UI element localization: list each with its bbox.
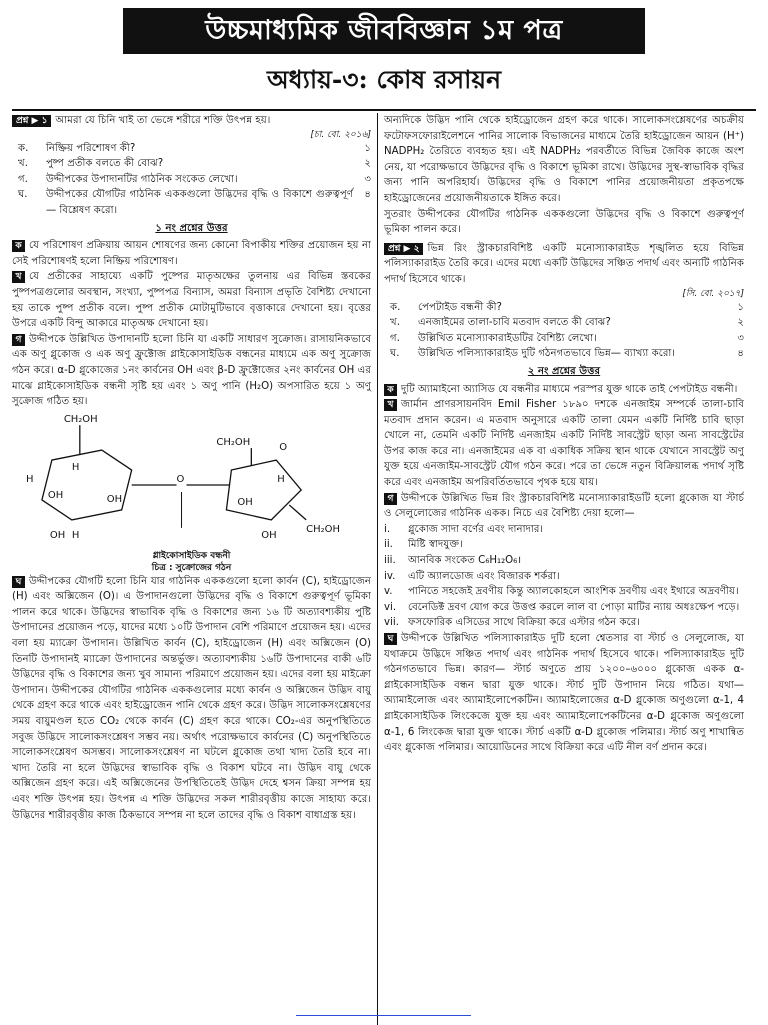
q2-sub-row — [384, 331, 744, 347]
answer-tag-gha: ঘ — [12, 576, 25, 588]
list-item-number: iii. — [384, 555, 396, 567]
header-divider — [12, 109, 756, 111]
label-h: H — [25, 473, 34, 485]
fructose-ring — [226, 460, 301, 520]
q1-sub-text: নিষ্ক্রিয় পরিশোষণ কী? — [46, 142, 136, 154]
list-item — [384, 522, 744, 538]
q1-sub-text: উদ্দীপকের যৌগটির গাঠনিক এককগুলো উদ্ভিদের বৃদ্ধি ও বিকাশে গুরুত্বপূর্ণ— বিশ্লেষণ করো। — [46, 189, 353, 216]
question-1-tag: প্রশ্ন ▶ ১ — [12, 115, 51, 127]
label-h: H — [71, 461, 80, 473]
q2-answer-gha-text: উদ্দীপকে উল্লিখিত পলিস্যাকারাইড দুটি হলো শ্বেতসার বা স্টার্চ ও সেলুলোজ, যা যথাক্রমে উদ্ভিদে সঞ্চিত পদার্থ এবং গাঠনিক পদার্থ হিসেবে থাকে। পলিস্যাকারাইড দুটি গঠনগতভাবে ভিন্ন। কারণ— স্টার্চ অণুতে প্রায় ১২০০–৬০০০ গ্লুকোজ একক α-গ্লাইকোসাইডিক বন্ধন দ্বারা যুক্ত থাকে। স্টার্চ দুটি উপাদান নিয়ে গঠিত। যথা— অ্যামাইলোজ এবং অ্যামাইলোপেকটিন। অ্যামাইলোজের α-D গ্লুকোজ অণুগুলো α-1, 4 গ্লাইকোসাইডিক লিংকেজে যুক্ত হয় এবং অ্যামাইলোপেকটিনের α-D গ্লুকোজ অণুগুলো α-1, 6 লিংকেজ দ্বারা যুক্ত থাকে। স্টার্চ একটি α-D গ্লুকোজ পলিমার। স্টার্চ অণু শাখান্বিত এবং গ্লুকোজ পলিমার। আয়োডিনের সাথে বিক্রিয়া করে এটি নীল বর্ণ প্রদান করে। — [384, 633, 744, 754]
answer-tag-kha: খ — [384, 399, 397, 411]
q2-sub-row — [384, 346, 744, 362]
page-footer-link-line — [296, 1015, 471, 1016]
q2-answer-ka — [384, 382, 744, 398]
q1-answer-gha-conclusion: সুতরাং উদ্দীপকের যৌগটির গাঠনিক এককগুলো উদ্ভিদের বৃদ্ধি ও বিকাশে গুরুত্বপূর্ণ ভূমিকা পালন করে। — [384, 208, 744, 236]
q2-sub-key: ঘ. — [390, 348, 400, 360]
list-item-text: ফসফোরিক এসিডের সাথে বিক্রিয়া করে এস্টার গঠন করে। — [408, 617, 640, 629]
q1-sub-row — [12, 187, 371, 218]
bond-line — [289, 505, 306, 520]
glycosidic-bond-label: গ্লাইকোসাইডিক বন্ধনী — [152, 550, 231, 561]
list-item-number: ii. — [384, 539, 393, 551]
list-item-text: মিষ্টি স্বাদযুক্ত। — [408, 539, 463, 551]
q2-sub-marks: ৩ — [737, 332, 744, 344]
list-item — [384, 569, 744, 585]
answer-tag-ga: গ — [12, 334, 25, 346]
q2-answer-heading: ২ নং প্রশ্নের উত্তর — [527, 365, 601, 377]
q2-source: [সি. বো. ২০১৭] — [682, 288, 744, 299]
book-title-banner: উচ্চমাধ্যমিক জীববিজ্ঞান ১ম পত্র — [123, 8, 645, 54]
q1-answer-ga-text: উদ্দীপকে উল্লিখিত উপাদানটি হলো চিনি যা একটি সাধারণ সুক্রোজ। রাসায়নিকভাবে এক অণু গ্লুকোজ ও এক অণু ফ্রুক্টোজ গ্লাইকোসাইডিক বন্ধনের মাধ্যমে এক অণু সুক্রোজ গঠন করে। α-D গ্লুকোজের ১নং কার্বনের OH এবং β-D ফ্রুক্টোজের ২নং কার্বনের OH এর মাঝে গ্লাইকোসাইডিক বন্ধনী সৃষ্টি হয় এবং ১ অণু পানি (H₂O) অপসারিত হয়ে ১ অণু সুক্রোজ গঠিত হয়। — [12, 333, 371, 408]
list-item — [384, 553, 744, 569]
label-o: O — [279, 441, 288, 453]
q2-answer-ka-text: দুটি অ্যামাইনো অ্যাসিড যে বন্ধনীর মাধ্যমে পরস্পর যুক্ত থাকে তাই পেপটাইড বন্ধনী। — [401, 383, 738, 395]
list-item-number: vii. — [384, 617, 399, 629]
list-item-text: পানিতে সহজেই দ্রবণীয় কিন্তু অ্যালকোহলে আংশিক দ্রবণীয় এবং ইথারে অদ্রবণীয়। — [408, 586, 739, 598]
label-h: H — [71, 529, 80, 541]
list-item-text: গ্লুকোজ সাদা বর্ণের এবং দানাদার। — [408, 523, 544, 535]
q1-stem: আমরা যে চিনি খাই তা ভেঙ্গে শরীরে শক্তি উৎপন্ন হয়। — [55, 115, 271, 126]
q2-answer-gha — [384, 631, 744, 756]
left-column — [12, 113, 378, 1025]
q1-sub-row — [12, 141, 371, 157]
glucose-properties-list — [384, 522, 744, 631]
q2-sub-row — [384, 300, 744, 316]
list-item-text: আনবিক সংকেত C₆H₁₂O₆। — [408, 555, 522, 567]
label-oh: OH — [47, 489, 64, 501]
q1-sub-row — [12, 172, 371, 188]
q1-answer-kha-text: যে প্রতীকের সাহায্যে একটি পুষ্পের মাতৃঅক্ষের তুলনায় এর বিভিন্ন স্তবকের পুষ্পপত্রগুলোর অবস্থান, সংখ্যা, পুষ্পপত্র বিন্যাস, অমরা বিন্যাস প্রভৃতি বৈশিষ্ট্য দেখানো হয় তাকে পুষ্প প্রতীক বলে। পুষ্প প্রতীক মোটামুটিভাবে বৃত্তাকারে দেখানো হয়। বৃত্তের উপরে একটি বিন্দু আকারে মাতৃঅক্ষ দেখানো হয়। — [12, 271, 371, 330]
q2-sub-key: খ. — [390, 317, 400, 329]
list-item — [384, 537, 744, 553]
list-item-text: বেনেডিক্ট দ্রবণ যোগ করে উত্তপ্ত করলে লাল বা পোড়া মাটির ন্যায় অধঃক্ষেপ পড়ে। — [408, 601, 740, 613]
q2-answer-ga — [384, 491, 744, 522]
q2-answer-kha — [384, 397, 744, 491]
label-oh: OH — [237, 496, 253, 508]
q1-answer-kha — [12, 269, 371, 331]
q1-sub-marks: ২ — [364, 158, 371, 170]
label-oh: OH — [49, 529, 66, 541]
q2-sub-text: উল্লিখিত মনোস্যাকারাইডটির বৈশিষ্ট্য লেখো। — [418, 332, 597, 344]
q1-answer-ga — [12, 332, 371, 410]
two-column-body — [12, 113, 756, 1025]
q2-sub-text: উল্লিখিত পলিস্যাকারাইড দুটি গঠনগতভাবে ভিন্ন— ব্যাখ্যা করো। — [418, 348, 676, 360]
q1-answer-heading: ১ নং প্রশ্নের উত্তর — [155, 222, 228, 234]
q1-sub-row — [12, 156, 371, 172]
q1-sub-text: উদ্দীপকের উপাদানটির গাঠনিক সংকেত লেখো। — [46, 173, 238, 185]
right-column — [378, 113, 744, 1025]
q1-stem-paragraph — [12, 113, 371, 129]
q2-sub-text: পেপটাইড বন্ধনী কী? — [418, 301, 502, 313]
answer-tag-gha: ঘ — [384, 633, 397, 645]
label-ch2oh: CH₂OH — [306, 523, 340, 535]
q1-sub-marks: ১ — [364, 142, 371, 154]
q2-sub-marks: ১ — [737, 301, 744, 313]
q1-sub-key: গ. — [18, 173, 28, 185]
q2-sub-text: এনজাইমের তালা-চাবি মতবাদ বলতে কী বোঝ? — [418, 317, 611, 329]
q1-subquestions — [12, 141, 371, 219]
list-item-number: iv. — [384, 570, 396, 582]
q2-sub-marks: ৪ — [737, 348, 744, 360]
q1-sub-marks: ৪ — [364, 189, 371, 201]
label-oh: OH — [106, 493, 123, 505]
list-item — [384, 615, 744, 631]
q2-subquestions — [384, 300, 744, 362]
answer-tag-ga: গ — [384, 493, 397, 505]
sucrose-structure-diagram — [12, 410, 371, 550]
label-oh: OH — [261, 529, 277, 541]
list-item-number: v. — [384, 586, 393, 598]
q2-answer-kha-text: জার্মান প্রাণরসায়নবিদ Emil Fisher ১৮৯০ দশকে এনজাইম সম্পর্কে তালা-চাবি মতবাদ প্রদান করেন। এ মতবাদ অনুসারে একটি তালা যেমন একটি নির্দিষ্ট চাবি ছাড়া খোলে না, তেমনি একটি নির্দিষ্ট এনজাইম একটি নির্দিষ্ট সাবস্ট্রেট ছাড়া অন্য সাবস্ট্রেটের উপর কাজ করে না। এনজাইমের এক বা একাধিক সক্রিয় স্থান থাকে যেখানে সাবস্ট্রেট অণু যুক্ত হয়ে এনজাইম-সাবস্ট্রেট যৌগ গঠন করে। পরে তা ভেঙ্গে নতুন বিক্রিয়ালব্ধ পদার্থ সৃষ্টি করে এবং এনজাইম অপরিবর্তিতভাবে পৃথক হয়ে যায়। — [384, 399, 744, 489]
label-o: O — [176, 473, 185, 485]
list-item-text: এটি অ্যালডোজ এবং বিজারক শর্করা। — [408, 570, 560, 582]
q1-sub-text: পুষ্প প্রতীক বলতে কী বোঝ? — [46, 158, 164, 170]
chapter-title: অধ্যায়-৩: কোষ রসায়ন — [267, 65, 501, 94]
glucose-ring — [42, 450, 132, 520]
label-ch2oh: CH₂OH — [63, 413, 98, 425]
q1-sub-key: ক. — [18, 142, 29, 154]
q2-stem-paragraph — [384, 241, 744, 288]
q2-sub-key: ক. — [390, 301, 401, 313]
list-item-number: vi. — [384, 601, 397, 613]
list-item — [384, 600, 744, 616]
list-item — [384, 584, 744, 600]
label-ch2oh: CH₂OH — [216, 436, 251, 448]
answer-tag-ka: ক — [12, 240, 25, 252]
q1-answer-gha-text: উদ্দীপকের যৌগটি হলো চিনি যার গাঠনিক এককগুলো হলো কার্বন (C), হাইড্রোজেন (H) এবং অক্সিজেন (O)। এ উপাদানগুলো উদ্ভিদের বৃদ্ধি ও বিকাশে গুরুত্বপূর্ণ ভূমিকা পালন করে থাকে। উদ্ভিদের স্বাভাবিক বৃদ্ধি ও বিকাশের জন্য ১৬ টি অত্যাবশ্যকীয় পুষ্টি উপাদানের প্রয়োজন পড়ে, যাদের মধ্যে ১০টি উপাদান বেশি পরিমাণে প্রয়োজন হয়। এদের বলা হয় ম্যাক্রো উপাদান। উল্লিখিত কার্বন (C), হাইড্রোজেন (H) এবং অক্সিজেন (O) তিনটি উপাদানই ম্যাক্রো উপাদানের অন্তর্ভুক্ত। অত্যাবশ্যকীয় ১৬টি উপাদানের বাকী ৬টি উদ্ভিদের বৃদ্ধি ও বিকাশের জন্য খুব সামান্য পরিমাণে প্রয়োজন হয়। এদের বলা হয় মাইক্রো উপাদান। উদ্দীপকের যৌগটির গাঠনিক এককগুলোর মধ্যে কার্বন ও অক্সিজেন উদ্ভিদ বায়ু থেকে গ্রহণ করে থাকে এবং হাইড্রোজেন পানি থেকে গ্রহণ করে। উদ্ভিদ সালোকসংশ্লেষণের সময় বায়ুমণ্ডল হতে CO₂ থেকে কার্বন (C) গ্রহণ করে থাকে। CO₂-এর অনুপস্থিতিতে সবুজ উদ্ভিদে সালোকসংশ্লেষণ সম্ভব নয়। অর্থাৎ পরোক্ষভাবে কার্বনের (C) অনুপস্থিতিতে সালোকসংশ্লেষণ অসম্ভব। সালোকসংশ্লেষণ না ঘটলে গ্লুকোজ তথা খাদ্য তৈরি হবে না। খাদ্য তৈরি না হলে উদ্ভিদের স্বাভাবিক বৃদ্ধি ও বিকাশ ঘটবে না। উদ্ভিদ বায়ু থেকে অক্সিজেন গ্রহণ করে। এই অক্সিজেনের উপস্থিতিতেই উদ্ভিদ দেহে শ্বসন ক্রিয়া সম্পন্ন হয় এবং শক্তি উৎপন্ন হয়। উৎপন্ন এ শক্তি উদ্ভিদের সকল শারীরবৃত্তীয় কাজে সাহায্য করে। উদ্ভিদের শারীরবৃত্তীয় কাজ ঠিকভাবে সম্পন্ন না হলে তাদের বৃদ্ধি ও বিকাশ বাধাগ্রস্ত হয়। — [12, 575, 371, 821]
q2-answer-ga-text: উদ্দীপকে উল্লিখিত ভিন্ন রিং স্ট্রাকচারবিশিষ্ট মনোস্যাকারাইডটি হলো গ্লুকোজ যা স্টার্চ ও সেলুলোজের গাঠনিক একক। নিচে এর বৈশিষ্ট্য দেয়া হলো— — [384, 492, 744, 520]
q1-source: [চা. বো. ২০১৬] — [310, 129, 371, 140]
q2-stem: ভিন্ন রিং স্ট্রাকচারবিশিষ্ট একটি মনোস্যাকারাইড শৃঙ্খলিত হয়ে বিভিন্ন পলিস্যাকারাইড তৈরি করে। এদের মধ্যে একটি উদ্ভিদের সঞ্চিত পদার্থ এবং অন্যটি গাঠনিক পদার্থ হিসেবে থাকে। — [384, 242, 744, 285]
question-2-tag: প্রশ্ন ▶ ২ — [384, 243, 423, 255]
q1-sub-key: ঘ. — [18, 189, 28, 201]
q1-answer-gha — [12, 574, 371, 824]
q1-answer-gha-continued: অন্যদিকে উদ্ভিদ পানি থেকে হাইড্রোজেন গ্রহণ করে থাকে। সালোকসংশ্লেষণের অচক্রীয় ফটোফসফোরাইলেশনে পানির সালোক বিভাজনের মাধ্যমে তৈরি হাইড্রোজেন আয়ন (H⁺) NADPH₂ তৈরিতে ব্যবহৃত হয়। এই NADPH₂ পরবর্তীতে বিভিন্ন জৈবিক কাজে অংশ নেয়, যা পরোক্ষভাবে উদ্ভিদের বৃদ্ধি ও বিকাশে ভূমিকা রাখে। উদ্ভিদের সুস্থ-স্বাভাবিক বৃদ্ধির জন্য পানি অপরিহার্য। উদ্ভিদের বৃদ্ধি ও বিকাশে পানির প্রয়োজনীয়তা প্রকৃতপক্ষে হাইড্রোজেনের প্রয়োজনীয়তাকে ইঙ্গিত করে। — [384, 115, 744, 204]
q1-sub-marks: ৩ — [364, 173, 371, 185]
q1-sub-key: খ. — [18, 158, 28, 170]
q2-sub-marks: ২ — [737, 317, 744, 329]
q1-answer-ka-text: যে পরিশোষণ প্রক্রিয়ায় আয়ন শোষণের জন্য কোনো বিপাকীয় শক্তির প্রয়োজন হয় না সেই পরিশোষণই হলো নিষ্ক্রিয় পরিশোষণ। — [12, 240, 371, 267]
answer-tag-kha: খ — [12, 271, 25, 283]
list-item-number: i. — [384, 523, 391, 535]
q2-sub-key: গ. — [390, 332, 400, 344]
answer-tag-ka: ক — [384, 384, 397, 396]
figure-caption: চিত্র : সুক্রোজের গঠন — [151, 562, 232, 573]
q1-answer-ka — [12, 238, 371, 269]
label-h: H — [277, 473, 285, 485]
q2-sub-row — [384, 315, 744, 331]
